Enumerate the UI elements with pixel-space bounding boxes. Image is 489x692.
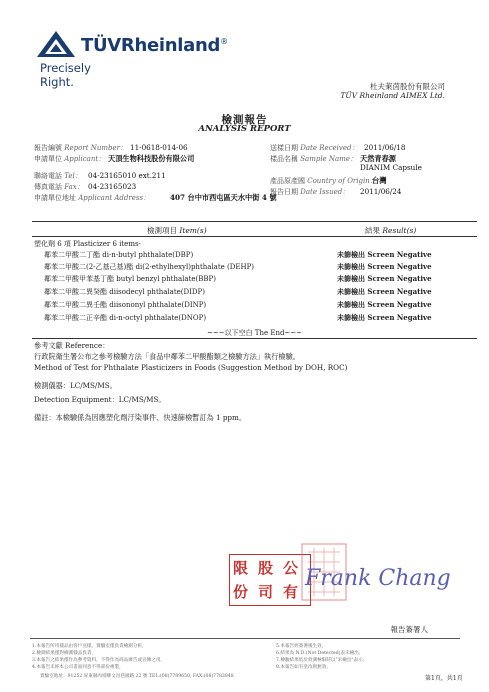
report-number-value: 11-0618-014-06	[130, 143, 188, 152]
brand-name: TÜVRheinland®	[81, 35, 228, 56]
result-cell: 未篩檢出 Screen Negative	[337, 262, 432, 271]
company-name-cn: 杜夫萊茵股份有限公司	[370, 82, 445, 91]
footer-note: 1.本報告所用樣品由客戶送樣、實驗室僅負責檢測分析，	[32, 644, 147, 649]
page-number: 第1頁，共1頁	[425, 675, 463, 682]
country-value: 台灣	[372, 176, 387, 185]
report-title-en: ANALYSIS REPORT	[198, 124, 291, 134]
item-cell: 鄰苯二甲酸二丁酯 di-n-butyl phthalate(DBP)	[44, 251, 194, 259]
fax-label: 傳真電話 Fax：	[34, 183, 84, 191]
triangle-logo-icon	[36, 30, 76, 58]
date-issued-value: 2011/06/24	[360, 187, 402, 196]
signature: Frank Chang	[305, 566, 451, 591]
fax-value: 04-23165023	[88, 182, 137, 191]
report-title-cn: 檢測報告	[221, 114, 268, 126]
result-cell: 未篩檢出 Screen Negative	[337, 250, 432, 259]
table-row	[32, 250, 477, 261]
result-cell: 未篩檢出 Screen Negative	[337, 287, 432, 296]
tel-value: 04-23165010 ext.211	[88, 171, 166, 180]
table-group-row	[32, 239, 477, 250]
date-issued-label: 報告日期 Date Issued：	[270, 188, 350, 196]
brand-tagline: Precisely Right.	[40, 61, 91, 89]
table-row	[32, 300, 477, 311]
results-table	[32, 221, 477, 338]
table-row	[32, 262, 477, 273]
reference-line-en: Method of Test for Phthalate Plasticizers in Foods (Suggestion Method by DOH, ROC)	[34, 363, 348, 372]
tel-label: 聯絡電話 Tel：	[34, 172, 82, 180]
item-cell: 鄰苯二甲酸二正辛酯 di-n-octyl phthalate(DNOP)	[44, 314, 207, 322]
table-header	[32, 222, 477, 237]
date-received-value: 2011/06/18	[364, 143, 406, 152]
applicant-value: 天頂生物科技股份有限公司	[108, 154, 195, 163]
table-row	[32, 274, 477, 285]
address-value: 407 台中市西屯區天水中街 4 號	[170, 193, 277, 202]
country-label: 產品原產國 Country of Origin：	[270, 177, 377, 185]
table-bottom-rule	[32, 338, 477, 339]
table-end-marker: ~~~以下空白 The End~~~	[206, 329, 303, 337]
footer-note: 6.結果為 N.D.(Not Detected)表未檢出，	[276, 651, 364, 656]
address-label: 申請單位地址 Applicant Address：	[34, 194, 151, 202]
footer-note: 5.本報告經簽署後生效，	[276, 644, 327, 649]
table-row	[32, 313, 477, 324]
sample-name-value: 天然青春源	[360, 154, 396, 163]
result-cell: 未篩檢出 Screen Negative	[337, 274, 432, 283]
lab-address: 實驗室地址：91252 屏東縣內埔鄉文昌巷國路 22 號 TEL:(08)7789650, FAX:(08)7783848	[40, 674, 234, 679]
company-name-en: TÜV Rheinland AIMEX Ltd.	[340, 91, 445, 100]
footer-note: 4.本報告未經本公司書面同意不得部份複製，	[32, 665, 124, 670]
equipment-en: Detection Equipment：LC/MS/MS。	[34, 395, 166, 404]
applicant-label: 申請單位 Applicant：	[34, 155, 106, 163]
sample-name-label: 樣品名稱 Sample Name：	[270, 155, 358, 163]
reference-heading: 參考文獻 Reference：	[34, 341, 110, 350]
note-text: 備註：本檢驗係為因應塑化劑汙染事件、快速篩檢暫訂為 1 ppm。	[34, 413, 247, 422]
footer-note: 2.檢測結果僅對檢測樣品負責，	[32, 651, 97, 656]
item-column-header: 檢測項目 Item(s)	[147, 226, 207, 235]
equipment-cn: 檢測儀器：LC/MS/MS。	[34, 381, 117, 390]
reference-line-cn: 行政院衛生署公布之參考檢驗方法「食品中鄰苯二甲酸酯類之檢驗方法」執行檢驗。	[34, 352, 300, 361]
footer-note: 7.檢驗結果低於偵測極限時以"未檢出"表示，	[276, 658, 368, 663]
footer-note: 8.本報告如有塗改則無效，	[276, 665, 331, 670]
table-row	[32, 287, 477, 298]
report-number-label: 報告編號 Report Number：	[34, 144, 127, 152]
footer	[30, 638, 463, 682]
item-cell: 鄰苯二甲酸二異壬酯 diisononyl phthalate(DINP)	[44, 301, 207, 309]
item-cell: 鄰苯二甲酸二異癸酯 diisodecyl phthalate(DIDP)	[44, 288, 205, 296]
item-cell: 鄰苯二甲酸二(2-乙基己基)酯 di(2-ethylhexyl)phthalate (DEHP)	[44, 263, 255, 271]
result-column-header: 結果 Result(s)	[365, 226, 417, 235]
company-seal: 限 股 公 份 司 有	[229, 554, 311, 606]
group-label: 塑化劑 6 項 Plasticizer 6 items-	[34, 240, 141, 248]
footer-note: 3.本報告之結果僅作為參考資料，不得作為商品廣告或宣傳之用，	[32, 658, 166, 663]
result-cell: 未篩檢出 Screen Negative	[337, 313, 432, 322]
item-cell: 鄰苯二甲酸甲苯基丁酯 butyl benzyl phthalate(BBP)	[44, 275, 216, 283]
date-received-label: 送樣日期 Date Received：	[270, 144, 359, 152]
result-cell: 未篩檢出 Screen Negative	[337, 300, 432, 309]
signer-label: 報告簽署人	[390, 625, 428, 634]
sample-name-value-en: DIANIM Capsule	[360, 163, 422, 172]
